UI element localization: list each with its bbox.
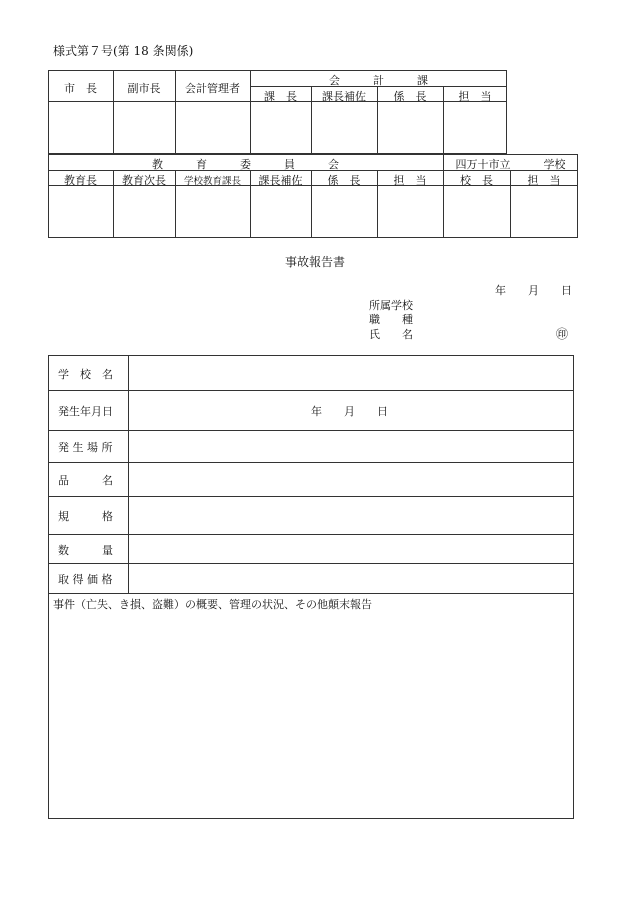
header-board-assistant-chief: 課長補佐 <box>258 174 303 187</box>
header-assistant-chief: 課長補佐 <box>322 90 366 103</box>
label-occurrence-place: 発 生 場 所 <box>58 441 113 454</box>
header-deputy-mayor: 副市長 <box>127 82 161 95</box>
header-principal: 校 長 <box>460 174 493 187</box>
header-superintendent: 教育長 <box>64 174 97 187</box>
header-school-education-chief: 学校教育課長 <box>183 176 241 187</box>
header-board-staff: 担 当 <box>393 174 427 187</box>
label-occurrence-date: 発生年月日 <box>58 405 113 418</box>
form-number: 様式第７号(第 18 条関係) <box>53 44 194 58</box>
header-section-chief: 課 長 <box>264 90 297 103</box>
value-item-name[interactable] <box>129 463 573 496</box>
header-deputy-superintendent: 教育次長 <box>122 174 166 187</box>
label-specification: 規 格 <box>58 510 113 523</box>
label-acquisition-price: 取 得 価 格 <box>58 573 113 586</box>
value-acquisition-price[interactable] <box>129 564 573 593</box>
header-school: 四万十市立 学校 <box>455 158 566 171</box>
value-quantity[interactable] <box>129 535 573 563</box>
header-subsection-chief: 係 長 <box>393 90 427 103</box>
reporter-job-label: 職 種 <box>369 313 413 326</box>
header-mayor: 市 長 <box>64 82 97 95</box>
header-board-subsection-chief: 係 長 <box>327 174 361 187</box>
header-staff: 担 当 <box>458 90 492 103</box>
value-occurrence-place[interactable] <box>129 431 573 462</box>
seal-mark: ㊞ <box>556 327 569 341</box>
report-date: 年 月 日 <box>495 284 572 297</box>
label-item-name: 品 名 <box>58 474 113 487</box>
label-quantity: 数 量 <box>58 544 113 557</box>
header-accounting-manager: 会計管理者 <box>185 82 240 95</box>
reporter-school-label: 所属学校 <box>369 299 413 312</box>
label-incident-details: 事件（亡失、き損、盗難）の概要、管理の状況、その他顛末報告 <box>53 598 372 611</box>
document-title: 事故報告書 <box>284 255 345 269</box>
reporter-name-label: 氏 名 <box>369 328 413 341</box>
label-school-name: 学 校 名 <box>58 368 113 381</box>
header-accounting-dept: 会 計 課 <box>329 74 428 87</box>
value-school-name[interactable] <box>129 356 573 390</box>
value-specification[interactable] <box>129 497 573 534</box>
header-school-staff: 担 当 <box>527 174 561 187</box>
value-occurrence-date[interactable]: 年 月 日 <box>311 405 388 418</box>
header-board-of-education: 教 育 委 員 会 <box>152 158 339 171</box>
incident-details-area[interactable] <box>49 612 573 818</box>
